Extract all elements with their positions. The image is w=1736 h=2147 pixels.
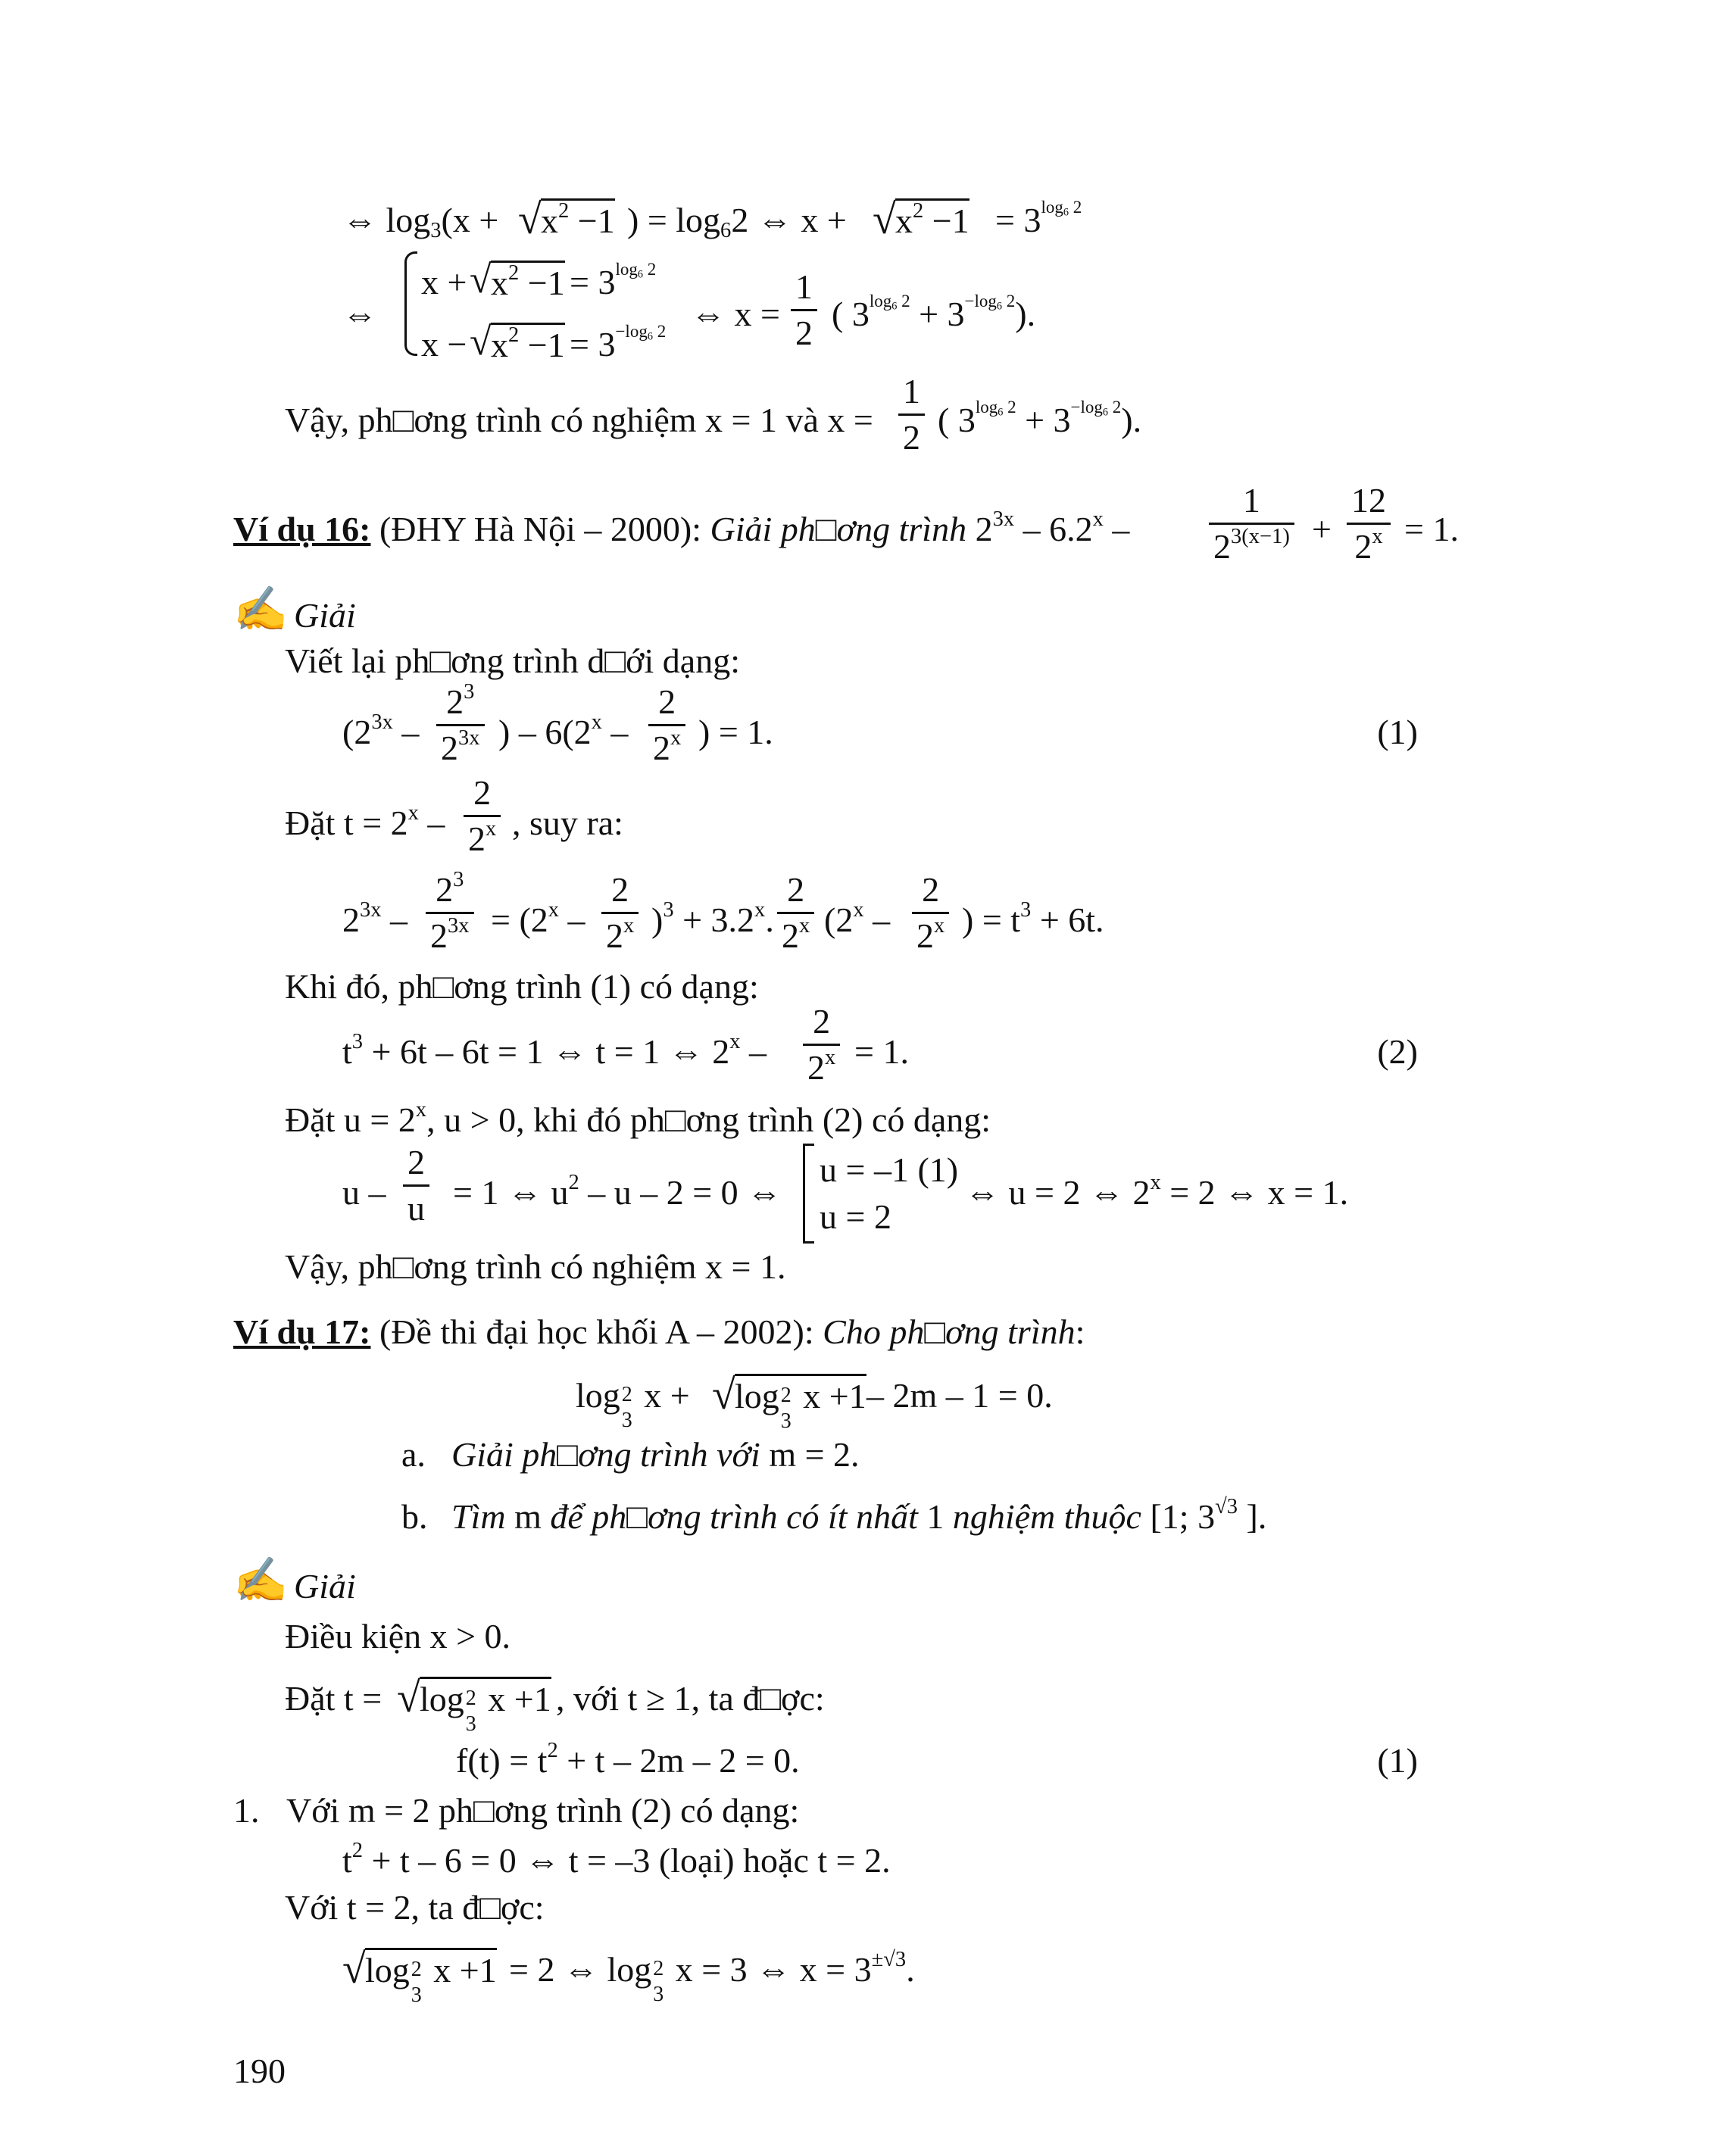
sqrt-icon: √	[712, 1372, 735, 1418]
fraction-one-half: $\frac{1}{2}$	[898, 374, 925, 455]
sqrt-icon: √	[470, 258, 492, 301]
fraction: $\frac{2}{2^x}$	[601, 872, 639, 953]
fraction: $\frac{2}{u}$	[403, 1145, 429, 1226]
pen-writing-icon: ✍	[233, 585, 289, 634]
brace-icon	[404, 251, 417, 356]
fraction: $\frac{1}{2^{3(x-1)}}$	[1209, 483, 1294, 564]
fraction: $\frac{2}{2^x}$	[648, 685, 685, 766]
fraction: $\frac{2}{2^x}$	[912, 872, 949, 953]
fraction: $\frac{2}{2^x}$	[777, 872, 814, 953]
sqrt-radicand: $x^2 -1$	[895, 199, 969, 240]
sqrt-icon: √	[397, 1674, 420, 1721]
example-label: Ví dụ 17:	[233, 1312, 371, 1351]
sqrt-icon: √	[470, 320, 492, 364]
pen-writing-icon: ✍	[233, 1556, 289, 1605]
sqrt-icon: √	[518, 196, 542, 243]
equation-text: ⇔ log	[342, 201, 431, 239]
example-label: Ví dụ 16:	[233, 510, 371, 548]
fraction-one-half: $\frac{1}{2}$	[791, 270, 817, 351]
equivalence-symbol: ⇔	[342, 295, 377, 333]
bracket-icon	[803, 1144, 814, 1244]
sqrt-icon: √	[342, 1946, 366, 1993]
fraction: $\frac{2^3}{2^{3x}}$	[426, 872, 474, 953]
sqrt-icon: √	[873, 196, 896, 243]
equation-number: (1)	[1377, 1741, 1418, 1780]
fraction: $\frac{12}{2^x}$	[1347, 483, 1391, 564]
fraction: $\frac{2}{2^x}$	[464, 775, 501, 857]
sqrt-radicand: $x^2 -1$	[541, 199, 615, 240]
equation-number: (1)	[1377, 713, 1418, 751]
fraction: $\frac{2}{2^x}$	[803, 1004, 840, 1085]
fraction: $\frac{2^3}{2^{3x}}$	[436, 685, 485, 766]
equation-number: (2)	[1377, 1032, 1418, 1071]
